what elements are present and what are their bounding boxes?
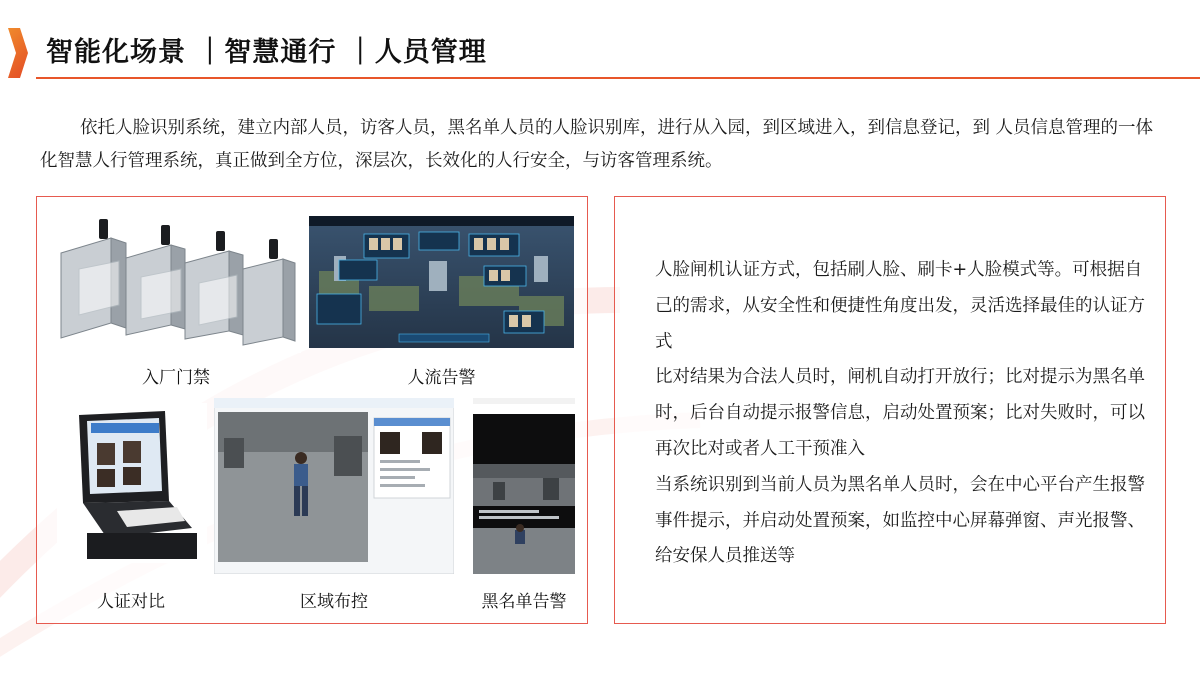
header-divider <box>36 77 1200 79</box>
scenario-image-panel <box>36 196 588 624</box>
description-panel <box>614 196 1166 624</box>
gate-caption: 入厂门禁 <box>142 368 210 388</box>
page-title: 智能化场景 ｜智慧通行 ｜人员管理 <box>46 37 487 68</box>
description-text <box>655 253 1155 575</box>
description-paragraph-2: 比对结果为合法人员时，闸机自动打开放行；比对提示为黑名单时，后台自动提示报警信息，启动处置预案；比对失败时，可以再次比对或者人工干预准入 <box>655 367 1145 459</box>
gate-image <box>51 213 301 353</box>
id-compare-kiosk-image <box>57 403 207 563</box>
area-caption: 区域布控 <box>300 592 368 612</box>
id-compare-caption: 人证对比 <box>97 592 165 612</box>
crowd-dashboard-image <box>309 216 574 348</box>
blacklist-phone-image <box>473 398 575 574</box>
crowd-caption: 人流告警 <box>407 368 476 388</box>
area-monitor-image <box>214 398 454 574</box>
blacklist-caption: 黑名单告警 <box>481 592 567 612</box>
description-paragraph-1: 人脸闸机认证方式，包括刷人脸、刷卡+人脸模式等。可根据自己的需求，从安全性和便捷性角度出发，灵活选择最佳的认证方式 <box>655 260 1145 352</box>
header-accent-icon <box>8 28 28 78</box>
description-paragraph-3: 当系统识别到当前人员为黑名单人员时，会在中心平台产生报警事件提示，并启动处置预案，如监控中心屏幕弹窗、声光报警、给安保人员推送等 <box>655 474 1145 567</box>
header <box>0 0 1200 80</box>
intro-paragraph: 依托人脸识别系统，建立内部人员，访客人员，黑名单人员的人脸识别库，进行从入园，到区域进入，到信息登记，到 人员信息管理的一体化智慧人行管理系统，真正做到全方位，深层次，长效化的人行安全，与访客管理系统。 <box>40 118 1154 171</box>
